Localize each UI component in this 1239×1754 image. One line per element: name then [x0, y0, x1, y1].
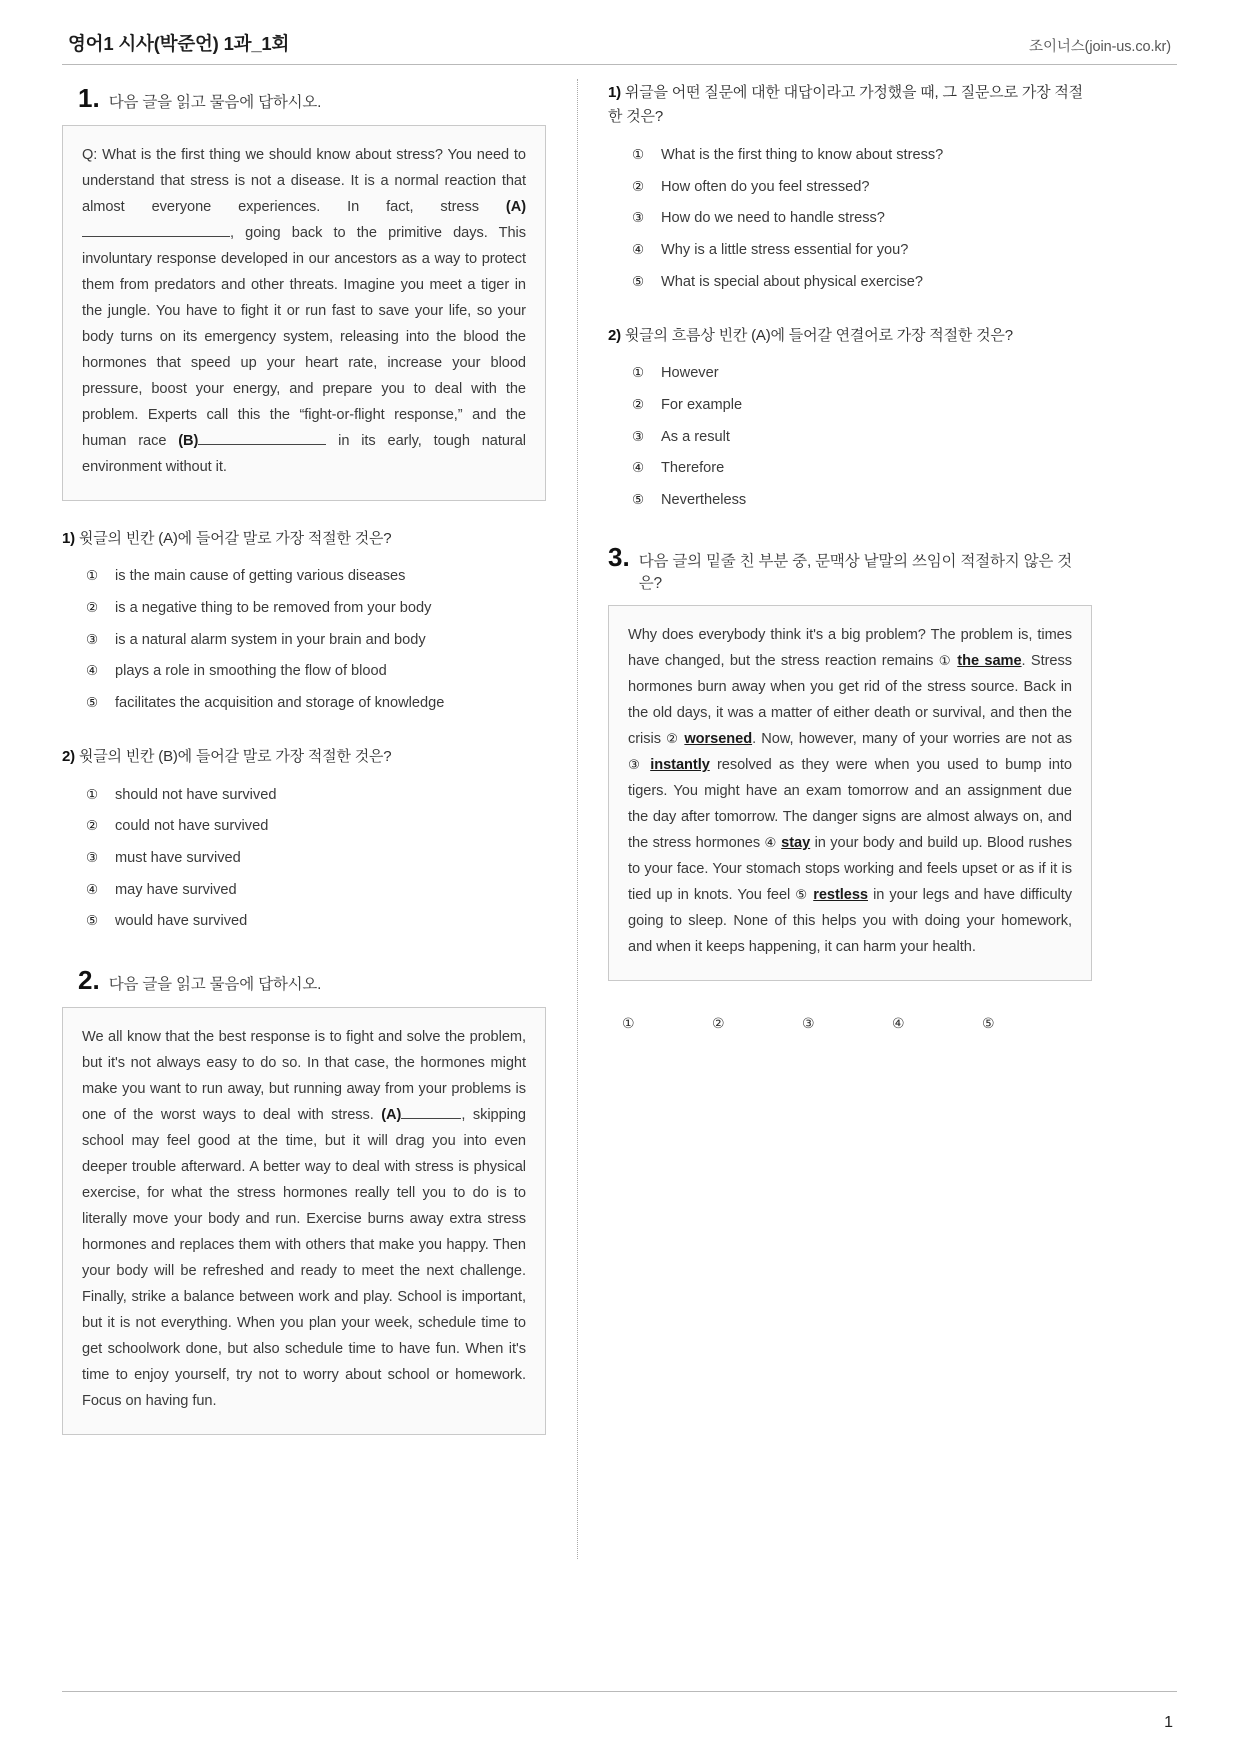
- choice-label: is a natural alarm system in your brain and body: [115, 631, 426, 648]
- question-3-passage: [608, 605, 1092, 981]
- passage-2-blank-a-label: (A): [381, 1107, 402, 1124]
- choice-marker-icon: ⑤: [85, 913, 99, 929]
- choice-marker-icon: ③: [85, 631, 99, 647]
- choice-label: may have survived: [115, 881, 237, 898]
- right-column: [608, 79, 1092, 1654]
- choice-label: is the main cause of getting various diseases: [115, 568, 406, 585]
- answer-option[interactable]: ④: [892, 1014, 905, 1031]
- column-divider: [546, 79, 608, 1654]
- choice-option[interactable]: [84, 874, 546, 906]
- choice-option[interactable]: [630, 453, 1092, 485]
- choice-marker-icon: ①: [85, 786, 99, 802]
- choice-label: should not have survived: [115, 786, 277, 803]
- sub-question-text: 윗글의 빈칸 (B)에 들어갈 말로 가장 적절한 것은?: [78, 747, 392, 765]
- passage-3-part-1: Why does everybody think it's a big problem? The problem is, times have changed, but the stress reaction remains: [628, 626, 1072, 669]
- answer-option[interactable]: ③: [802, 1014, 815, 1031]
- choice-option[interactable]: [84, 811, 546, 843]
- instruction-emphasis: 않은: [1023, 552, 1054, 570]
- sub-question-number: 2): [62, 747, 75, 765]
- underlined-word-5: restless: [813, 886, 868, 903]
- choice-marker-icon: ③: [85, 849, 99, 865]
- choice-option[interactable]: [630, 484, 1092, 516]
- question-1-passage: [62, 125, 546, 501]
- choice-marker-icon: ④: [85, 663, 99, 679]
- choice-label: is a negative thing to be removed from your body: [115, 600, 432, 616]
- choice-label: Therefore: [661, 460, 725, 477]
- header-divider: [62, 64, 1177, 65]
- choice-option[interactable]: [630, 234, 1092, 266]
- column-divider-line: [577, 79, 578, 1559]
- question-2-sub-2-choices: [630, 358, 1092, 516]
- passage-3-part-2: . Stress hormones burn away when you get rid of the stress source. Back in the old days, it was a matter of either death or survival, and then the crisis: [628, 652, 1072, 747]
- choice-option[interactable]: [84, 561, 546, 593]
- choice-label: However: [661, 365, 719, 382]
- left-column: [62, 79, 546, 1654]
- underlined-word-3: instantly: [650, 756, 710, 773]
- footer-divider: [62, 1691, 1177, 1692]
- choice-marker-icon: ①: [85, 568, 99, 584]
- answer-option[interactable]: ⑤: [982, 1014, 995, 1031]
- question-2-passage: [62, 1007, 546, 1435]
- choice-label: could not have survived: [115, 818, 269, 835]
- question-1-sub-1-prompt: [62, 527, 546, 551]
- question-1-instruction: 다음 글을 읽고 물음에 답하시오.: [108, 94, 322, 111]
- header-title: 영어1 시사(박준언) 1과_1회: [68, 33, 290, 54]
- choice-label: What is the first thing to know about stress?: [661, 147, 944, 164]
- question-2-heading: [78, 967, 546, 994]
- header-brand: 조이너스(join-us.co.kr): [1029, 39, 1171, 55]
- passage-2-part-1: We all know that the best response is to fight and solve the problem, but it's not always easy to do so. In that case, the hormones might make you want to run away, but running away from your problems is one of the worst ways to deal with stress.: [82, 1029, 526, 1124]
- choice-marker-icon: ②: [631, 178, 645, 194]
- underlined-word-4: stay: [781, 834, 811, 851]
- question-2-sub-1-prompt: [608, 81, 1092, 130]
- choice-label: plays a role in smoothing the flow of blood: [115, 663, 387, 680]
- choice-marker-icon: ④: [85, 881, 99, 897]
- underline-marker-1-icon: ①: [938, 652, 952, 668]
- sub-question-text: 윗글의 흐름상 빈칸 (A)에 들어갈 연결어로 가장 적절한 것은?: [624, 326, 1013, 344]
- question-1-number: 1.: [78, 83, 100, 113]
- sub-question-number: 1): [608, 84, 621, 101]
- choice-label: For example: [661, 397, 743, 414]
- choice-marker-icon: ⑤: [85, 694, 99, 710]
- underline-marker-4-icon: ④: [764, 834, 777, 850]
- choice-option[interactable]: [84, 842, 546, 874]
- question-2-sub-1-choices: [630, 140, 1092, 298]
- sub-question-text: 위글을 어떤 질문에 대한 대답이라고 가정했을 때, 그 질문으로 가장 적절한 것은?: [608, 84, 1083, 126]
- passage-3-part-4: resolved as they were when you used to bump into tigers. You might have an exam tomorrow and an assignment due the day after tomorrow. The danger signs are almost always on, and the stress hormones: [628, 756, 1072, 851]
- underline-marker-5-icon: ⑤: [795, 886, 809, 902]
- choice-marker-icon: ⑤: [631, 273, 645, 289]
- underline-marker-3-icon: ③: [628, 756, 643, 772]
- choice-label: What is special about physical exercise?: [661, 273, 924, 290]
- choice-marker-icon: ②: [631, 397, 645, 413]
- choice-option[interactable]: [630, 266, 1092, 298]
- instruction-pre: 다음 글의 밑줄 친 부분 중, 문맥상 낱말의 쓰임이 적절하지: [638, 552, 1024, 570]
- question-1-sub-2-choices: [84, 779, 546, 937]
- choice-marker-icon: ①: [631, 147, 645, 163]
- page-number: 1: [1164, 1714, 1173, 1731]
- choice-marker-icon: ②: [85, 600, 99, 615]
- underlined-word-2: worsened: [684, 730, 753, 747]
- choice-label: Why is a little stress essential for you?: [661, 241, 909, 258]
- choice-option[interactable]: [630, 203, 1092, 235]
- choice-marker-icon: ⑤: [631, 491, 645, 507]
- passage-3-part-6: in your legs and have difficulty going to sleep. None of this helps you with doing your homework, and when it keeps happening, it can harm your health.: [628, 886, 1073, 955]
- question-1-heading: [78, 85, 546, 112]
- choice-label: must have survived: [115, 849, 241, 866]
- choice-marker-icon: ④: [631, 241, 645, 257]
- instruction-post: 것은?: [638, 552, 1073, 592]
- choice-label: How do we need to handle stress?: [661, 210, 885, 227]
- choice-label: Nevertheless: [661, 491, 747, 508]
- choice-label: As a result: [661, 428, 730, 445]
- choice-label: would have survived: [115, 913, 248, 930]
- choice-option[interactable]: [630, 171, 1092, 203]
- choice-option[interactable]: [630, 421, 1092, 453]
- blank-b-line: [198, 444, 326, 445]
- passage-3-part-5: in your body and build up. Blood rushes to your face. Your stomach stops working and feels upset or as if it is tied up in knots. You feel: [628, 834, 1072, 903]
- question-2-number: 2.: [78, 965, 100, 996]
- blank-b-label: (B): [178, 432, 199, 449]
- choice-option[interactable]: [84, 624, 546, 656]
- passage-1-part-1: Q: What is the first thing we should know about stress? You need to understand that stress is not a disease. It is a normal reaction that almost everyone experiences. In fact, stress: [82, 147, 526, 215]
- question-3-answer-row: [622, 1015, 1092, 1032]
- choice-marker-icon: ③: [631, 428, 645, 444]
- choice-option[interactable]: [84, 779, 546, 811]
- choice-marker-icon: ③: [631, 210, 645, 226]
- passage-1-part-3: in its early, tough natural environment without it.: [82, 432, 526, 475]
- choice-option[interactable]: [630, 140, 1092, 172]
- sub-question-number: 1): [62, 529, 75, 547]
- question-3-heading: [608, 541, 1092, 593]
- sub-question-text: 윗글의 빈칸 (A)에 들어갈 말로 가장 적절한 것은?: [78, 529, 392, 547]
- choice-marker-icon: ②: [85, 818, 99, 834]
- question-2-instruction: 다음 글을 읽고 물음에 답하시오.: [108, 976, 322, 994]
- sub-question-number: 2): [608, 326, 621, 344]
- passage-2-blank-a-line: [401, 1118, 461, 1119]
- underlined-word-1: the same: [957, 652, 1022, 669]
- choice-marker-icon: ④: [631, 460, 645, 476]
- choice-option[interactable]: [84, 687, 546, 719]
- blank-a-line: [82, 236, 230, 237]
- choice-label: facilitates the acquisition and storage of knowledge: [115, 694, 445, 711]
- two-column-body: [62, 79, 1177, 1654]
- choice-option[interactable]: [630, 390, 1092, 422]
- passage-3-part-3: . Now, however, many of your worries are not as: [752, 730, 1072, 747]
- blank-a-label: (A): [505, 198, 526, 215]
- choice-label: How often do you feel stressed?: [661, 178, 870, 195]
- question-1-sub-2-prompt: [62, 745, 546, 769]
- choice-option[interactable]: [84, 593, 546, 625]
- question-2-sub-2-prompt: [608, 324, 1092, 348]
- choice-marker-icon: ①: [631, 365, 645, 381]
- question-3-number: 3.: [608, 541, 630, 572]
- page-header: [62, 30, 1177, 64]
- answer-option[interactable]: ①: [622, 1014, 635, 1031]
- underline-marker-2-icon: ②: [666, 730, 680, 746]
- answer-option[interactable]: ②: [712, 1014, 725, 1031]
- choice-option[interactable]: [84, 656, 546, 688]
- choice-option[interactable]: [84, 906, 546, 938]
- question-3-instruction: [639, 549, 1092, 593]
- passage-2-part-2: , skipping school may feel good at the time, but it will drag you into even deeper trouble afterward. A better way to deal with stress is physical exercise, for what the stress hormones really tell you to do is to literally move your body and run. Exercise burns away extra stress hormones and replaces them with others that make you happy. Then your body will be refreshed and ready to meet the next challenge. Finally, strike a balance between work and play. School is important, but it is not everything. When you plan your week, schedule time to get schoolwork done, but also schedule time to have fun. When it's time to enjoy yourself, try not to worry about school or homework. Focus on having fun.: [82, 1107, 526, 1409]
- passage-1-part-2: , going back to the primitive days. This involuntary response developed in our ancestors as a way to protect them from predators and other threats. Imagine you meet a tiger in the jungle. You have to fight it or run fast to save your life, so your body turns on its emergency system, releasing into the blood the hormones that speed up your heart rate, increase your blood pressure, boost your energy, and prepare you to deal with the problem. Experts call this the “fight-or-flight response,” and the human race: [82, 224, 526, 449]
- question-1-sub-1-choices: [84, 561, 546, 719]
- choice-option[interactable]: [630, 358, 1092, 390]
